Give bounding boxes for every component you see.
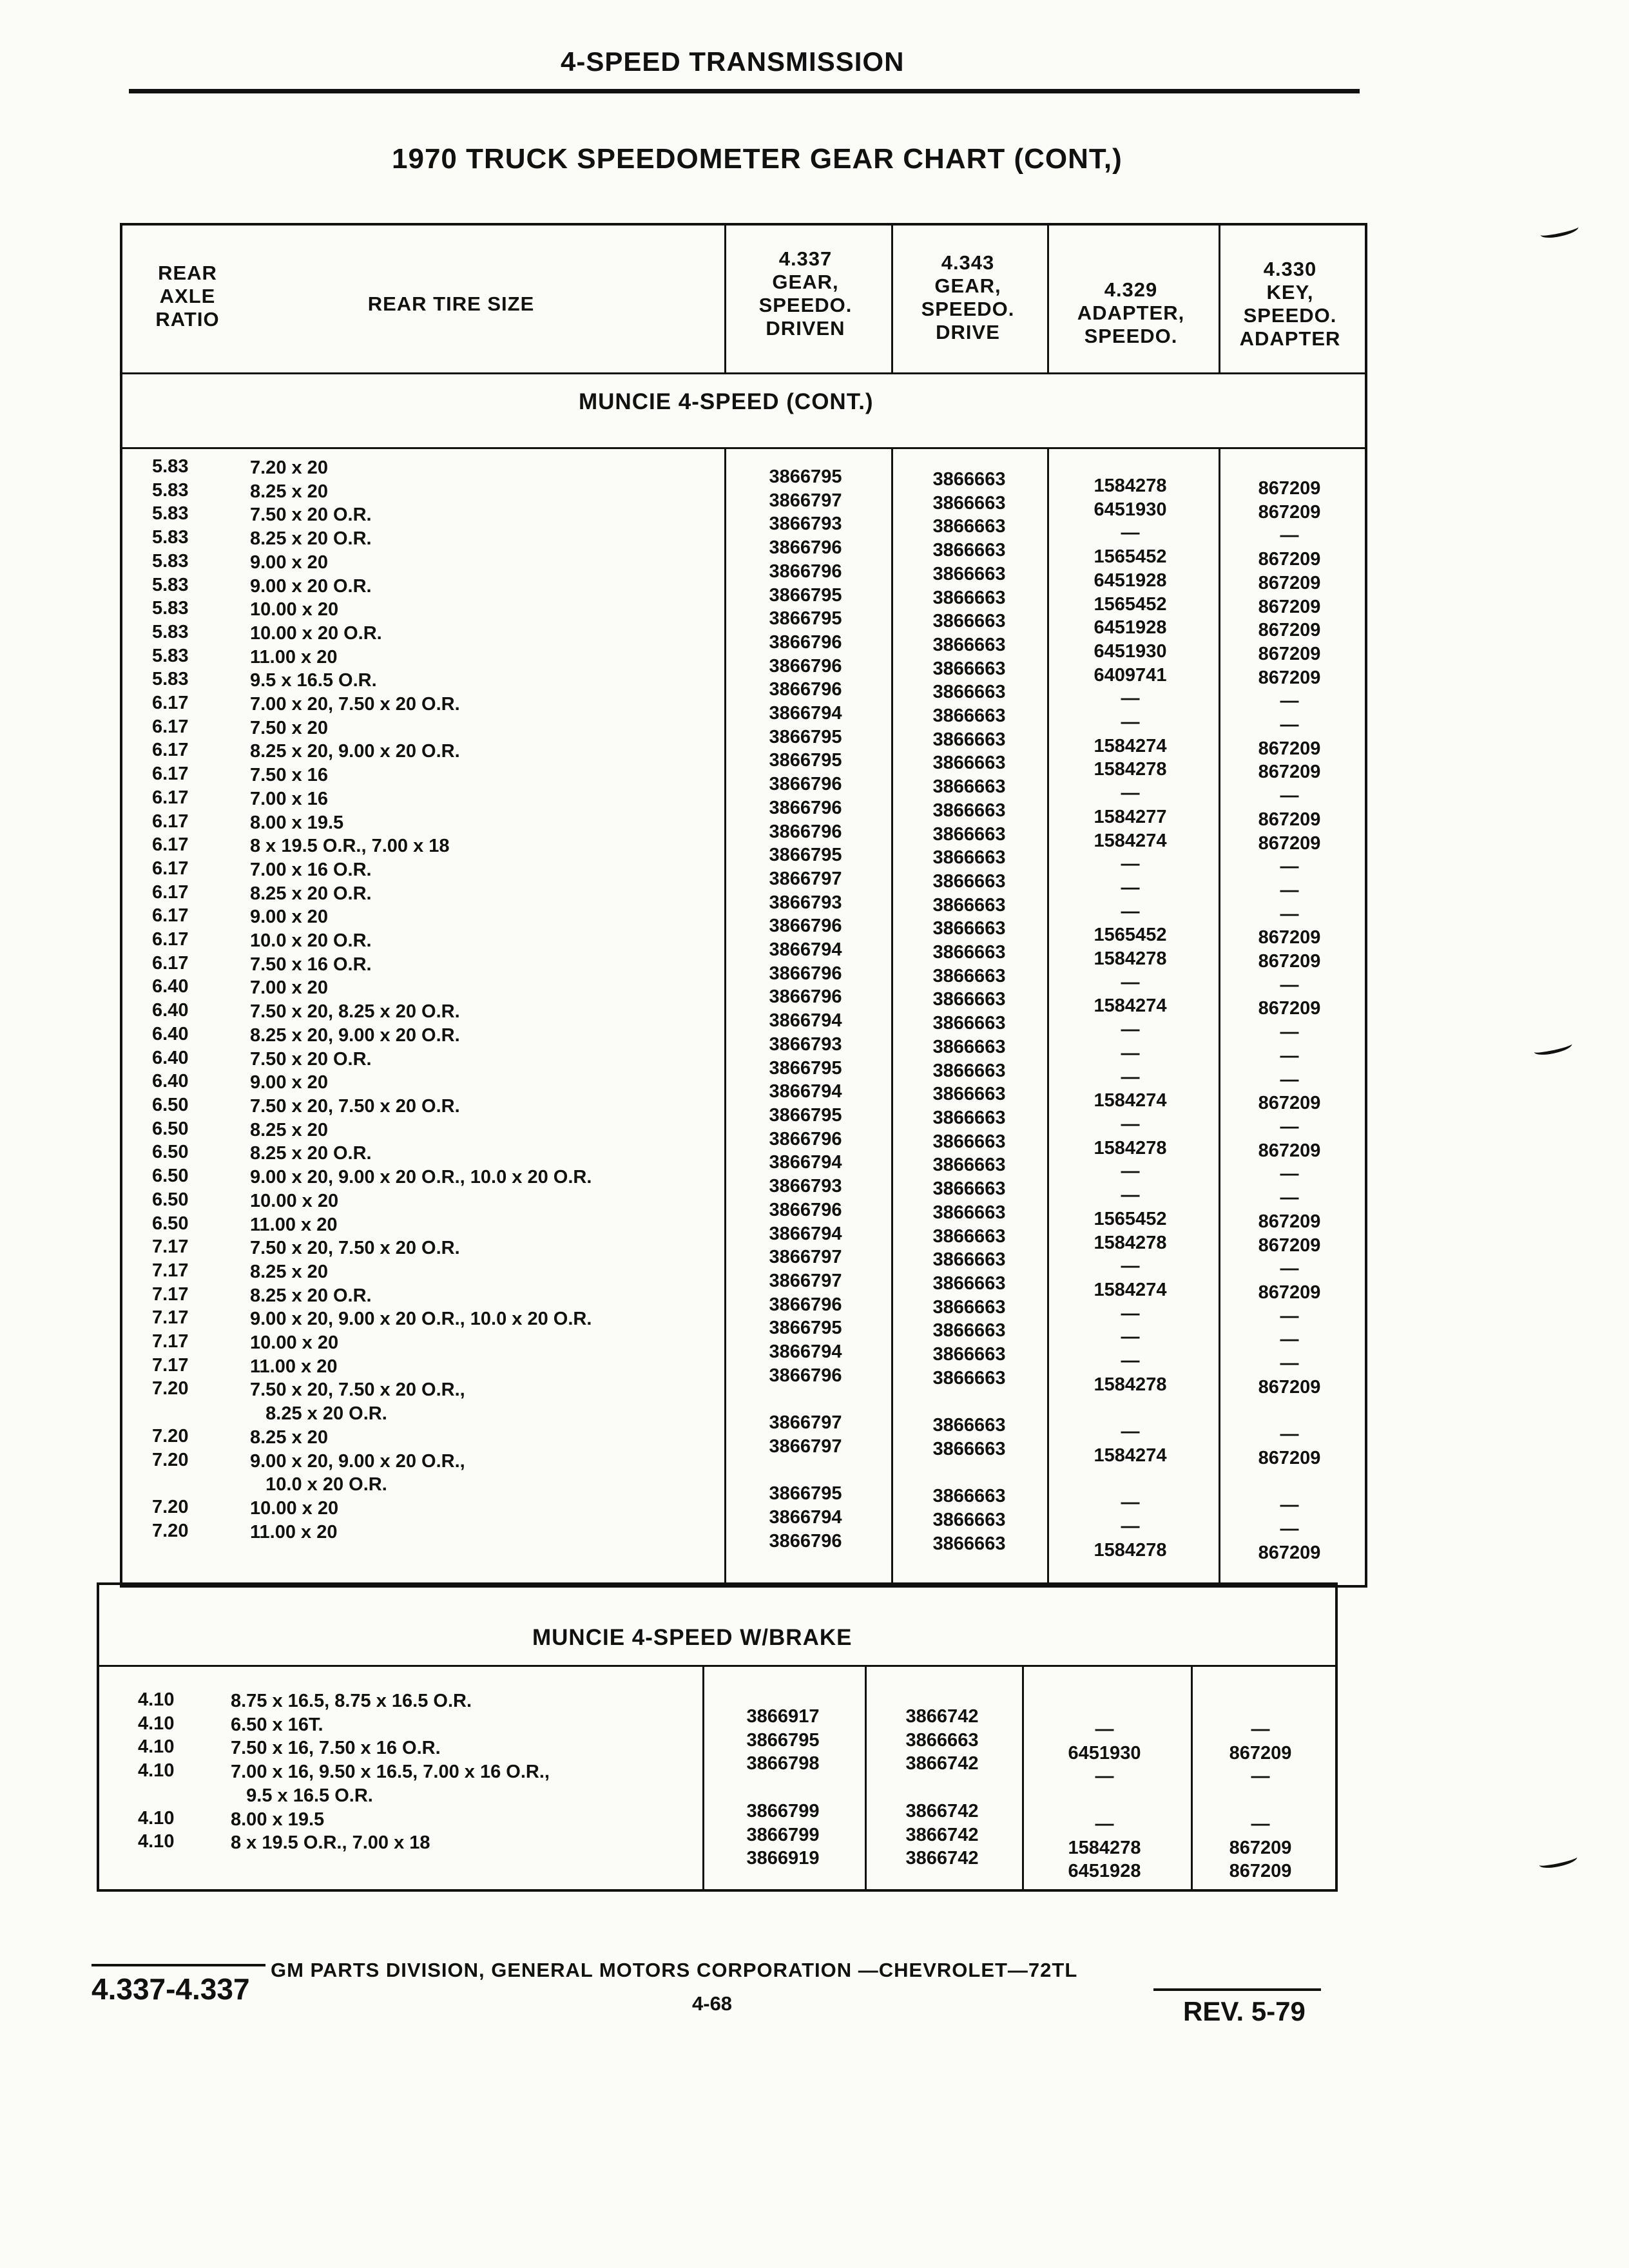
s1-adapter-column: 1584278 6451930 — 1565452 6451928 1565452 6451928 6451930 6409741 — — 1584274 1584278 — 1584277 1584274 — — — 1565452 1584278 — 1584274 — — — 1584274 — 1584278 — — 1565452 1584278 — 1584274 — — — 1584278 — 1584274 — — 1584278	[1094, 476, 1167, 1561]
section-heading-muncie-cont: MUNCIE 4-SPEED (CONT.)	[579, 389, 874, 414]
s2-drive-column: 3866742 3866663 3866742 3866742 3866742 3866742	[905, 1706, 979, 1869]
header-rule	[129, 89, 1360, 93]
col-header-drive: 4.343 GEAR, SPEEDO. DRIVE	[921, 251, 1015, 343]
footer-rule-left	[92, 1964, 265, 1966]
section-heading-muncie-brake: MUNCIE 4-SPEED W/BRAKE	[532, 1625, 853, 1650]
binder-mark	[1539, 222, 1579, 240]
col-header-tire-size: REAR TIRE SIZE	[367, 293, 535, 315]
s1-key-column: 867209 867209 — 867209 867209 867209 867209 867209 867209 — — 867209 867209 — 867209 867209 — — — 867209 867209 — 867209 — — — 867209 — 867209 — — 867209 867209 — 867209 — — — 867209 — 867209 — — 867209	[1258, 478, 1321, 1563]
s2-key-column: — 867209 — — 867209 867209	[1229, 1719, 1292, 1882]
s2-adapter-column: — 6451930 — — 1584278 6451928	[1068, 1719, 1141, 1882]
footer-division: GM PARTS DIVISION, GENERAL MOTORS CORPORATION —CHEVROLET—72TL	[271, 1959, 1078, 1981]
s2-tire-column: 8.75 x 16.5, 8.75 x 16.5 O.R. 6.50 x 16T. 7.50 x 16, 7.50 x 16 O.R. 7.00 x 16, 9.50 x 16.5, 7.00 x 16 O.R., 9.5 x 16.5 O.R. 8.00 x 19.5 8 x 19.5 O.R., 7.00 x 18	[231, 1691, 550, 1854]
s1-drive-column: 3866663 3866663 3866663 3866663 3866663 3866663 3866663 3866663 3866663 3866663 3866663 3866663 3866663 3866663 3866663 3866663 3866663 3866663 3866663 3866663 3866663 3866663 3866663 3866663 3866663 3866663 3866663 3866663 3866663 3866663 3866663 3866663 3866663 3866663 3866663 3866663 3866663 3866663 3866663 3866663 3866663 3866663 3866663 3866663	[932, 469, 1006, 1554]
col-header-adapter: 4.329 ADAPTER, SPEEDO.	[1077, 278, 1185, 347]
s2-driven-column: 3866917 3866795 3866798 3866799 3866799 3866919	[746, 1706, 820, 1869]
s1-ratio-column: 5.83 5.83 5.83 5.83 5.83 5.83 5.83 5.83 5.83 5.83 6.17 6.17 6.17 6.17 6.17 6.17 6.17 6.17 6.17 6.17 6.17 6.17 6.40 6.40 6.40 6.40 6.40 6.50 6.50 6.50 6.50 6.50 6.50 7.17 7.17 7.17 7.17 7.17 7.17 7.20 7.20 7.20 7.20 7.20	[152, 456, 189, 1541]
section-title: 4-SPEED TRANSMISSION	[561, 46, 905, 77]
revision-label: REV. 5-79	[1183, 1996, 1306, 2026]
binder-mark	[1538, 1852, 1578, 1870]
col-header-key: 4.330 KEY, SPEEDO. ADAPTER	[1239, 258, 1341, 350]
page-number: 4-68	[692, 1992, 733, 2015]
s2-ratio-column: 4.10 4.10 4.10 4.10 4.10 4.10	[138, 1689, 175, 1852]
s1-tire-column: 7.20 x 20 8.25 x 20 7.50 x 20 O.R. 8.25 x 20 O.R. 9.00 x 20 9.00 x 20 O.R. 10.00 x 20 10.00 x 20 O.R. 11.00 x 20 9.5 x 16.5 O.R. 7.00 x 20, 7.50 x 20 O.R. 7.50 x 20 8.25 x 20, 9.00 x 20 O.R. 7.50 x 16 7.00 x 16 8.00 x 19.5 8 x 19.5 O.R., 7.00 x 18 7.00 x 16 O.R. 8.25 x 20 O.R. 9.00 x 20 10.0 x 20 O.R. 7.50 x 16 O.R. 7.00 x 20 7.50 x 20, 8.25 x 20 O.R. 8.25 x 20, 9.00 x 20 O.R. 7.50 x 20 O.R. 9.00 x 20 7.50 x 20, 7.50 x 20 O.R. 8.25 x 20 8.25 x 20 O.R. 9.00 x 20, 9.00 x 20 O.R., 10.0 x 20 O.R. 10.00 x 20 11.00 x 20 7.50 x 20, 7.50 x 20 O.R. 8.25 x 20 8.25 x 20 O.R. 9.00 x 20, 9.00 x 20 O.R., 10.0 x 20 O.R. 10.00 x 20 11.00 x 20 7.50 x 20, 7.50 x 20 O.R., 8.25 x 20 O.R. 8.25 x 20 9.00 x 20, 9.00 x 20 O.R., 10.0 x 20 O.R. 10.00 x 20 11.00 x 20	[250, 457, 592, 1542]
chart-title: 1970 TRUCK SPEEDOMETER GEAR CHART (CONT,)	[392, 143, 1123, 175]
footer-code: 4.337-4.337	[92, 1972, 250, 2006]
col-header-driven: 4.337 GEAR, SPEEDO. DRIVEN	[758, 247, 853, 340]
col-header-ratio: REAR AXLE RATIO	[155, 262, 220, 331]
binder-mark	[1533, 1039, 1573, 1057]
s1-driven-column: 3866795 3866797 3866793 3866796 3866796 3866795 3866795 3866796 3866796 3866796 3866794 3866795 3866795 3866796 3866796 3866796 3866795 3866797 3866793 3866796 3866794 3866796 3866796 3866794 3866793 3866795 3866794 3866795 3866796 3866794 3866793 3866796 3866794 3866797 3866797 3866796 3866795 3866794 3866796 3866797 3866797 3866795 3866794 3866796	[769, 466, 842, 1552]
footer-rule-right	[1153, 1988, 1321, 1991]
